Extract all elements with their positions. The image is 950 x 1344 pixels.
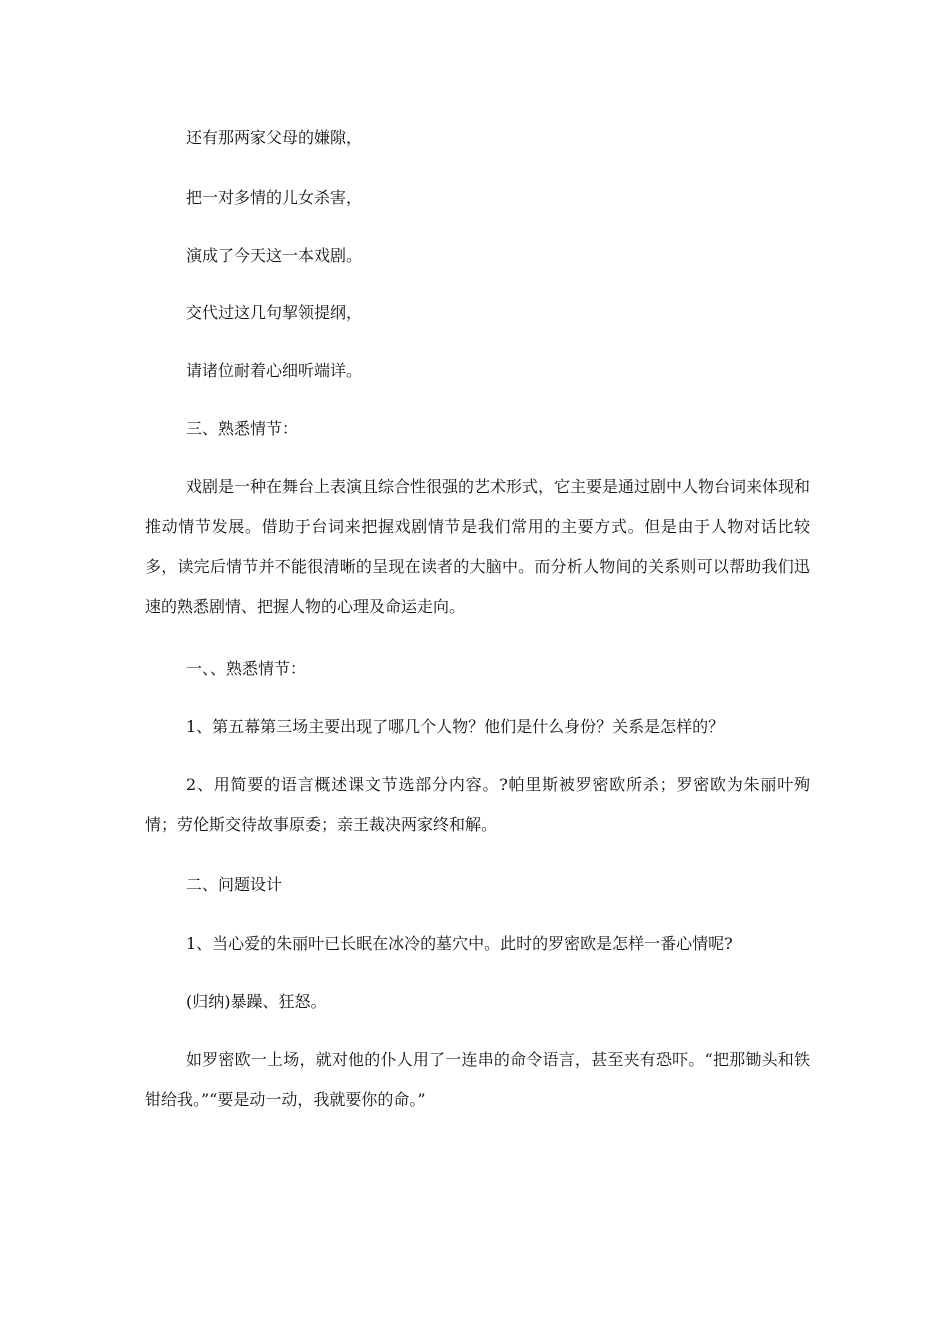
poem-line-4: 交代过这几句挈领提纲， <box>186 303 363 322</box>
poem-line-3: 演成了今天这一本戏剧。 <box>186 246 363 265</box>
subsection-two-heading: 二、问题设计 <box>186 875 283 894</box>
poem-line-5: 请诸位耐着心细听端详。 <box>186 361 363 380</box>
poem-line-2: 把一对多情的儿女杀害， <box>186 188 363 207</box>
section-three-heading: 三、熟悉情节： <box>186 419 299 438</box>
section-three-body: 戏剧是一种在舞台上表演且综合性很强的艺术形式，它主要是通过剧中人物台词来体现和推动情节发展。借助于台词来把握戏剧情节是我们常用的主要方式。但是由于人物对话比较多，读完后情节并不能很清晰的呈现在读者的大脑中。而分析人物间的关系则可以帮助我们迅速的熟悉剧情、把握人物的心理及命运走向。 <box>145 477 811 616</box>
design-question-1: 1、当心爱的朱丽叶已长眠在冰冷的墓穴中。此时的罗密欧是怎样一番心情呢? <box>186 934 733 953</box>
summary-line: (归纳)暴躁、狂怒。 <box>186 992 327 1011</box>
question-1: 1、第五幕第三场主要出现了哪几个人物？他们是什么身份？关系是怎样的？ <box>186 717 725 736</box>
example-paragraph: 如罗密欧一上场，就对他的仆人用了一连串的命令语言，甚至夹有恐吓。“把那锄头和铁钳给我。”“要是动一动，我就要你的命。” <box>145 1050 810 1109</box>
question-2: 2、用简要的语言概述课文节选部分内容。?帕里斯被罗密欧所杀；罗密欧为朱丽叶殉情；劳伦斯交待故事原委；亲王裁决两家终和解。 <box>145 775 810 834</box>
subsection-one-heading: 一、、熟悉情节： <box>186 659 307 678</box>
poem-line-1: 还有那两家父母的嫌隙， <box>186 128 363 147</box>
